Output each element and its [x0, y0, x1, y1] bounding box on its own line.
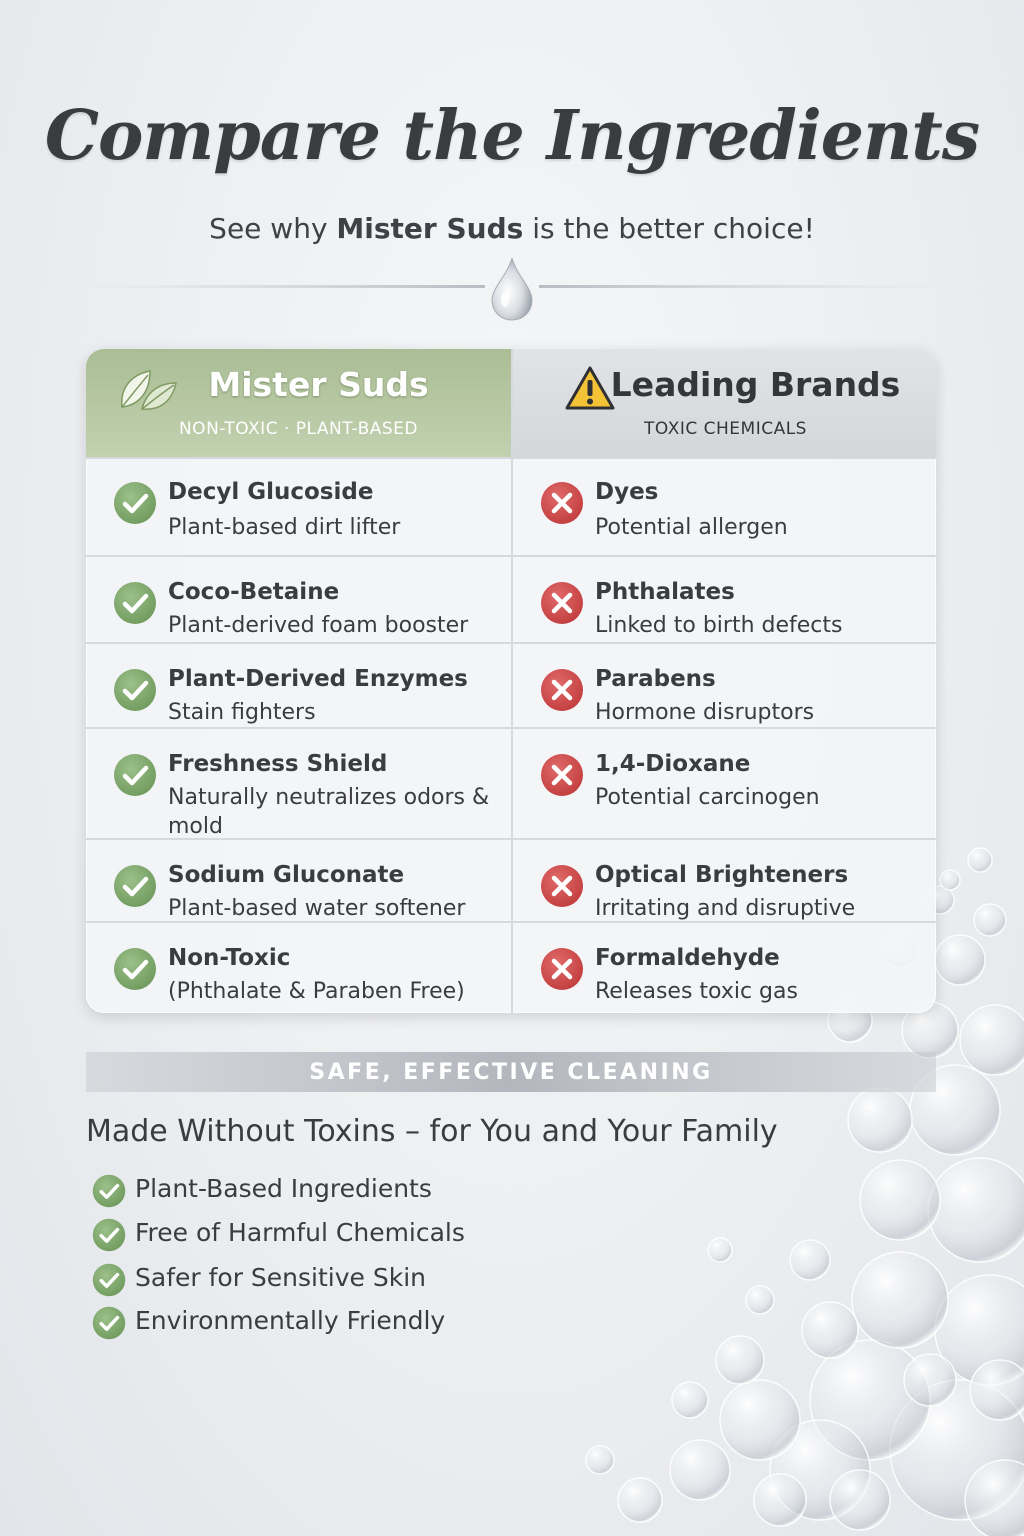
bubble	[860, 1160, 940, 1240]
ingredient-name: Plant-Derived Enzymes	[168, 666, 468, 692]
benefit-label: Environmentally Friendly	[135, 1306, 446, 1335]
benefit-label: Free of Harmful Chemicals	[135, 1218, 465, 1247]
ingredient-description: (Phthalate & Paraben Free)	[168, 979, 465, 1004]
chemical-description: Hormone disruptors	[595, 700, 815, 725]
chemical-row	[513, 727, 936, 838]
ingredient-description: Plant-based dirt lifter	[168, 515, 401, 540]
check-icon	[92, 1174, 126, 1208]
check-icon	[92, 1306, 126, 1340]
ingredient-name: Sodium Gluconate	[168, 862, 405, 888]
leading-brands-header	[513, 349, 936, 457]
check-icon	[113, 581, 157, 625]
chemical-description: Potential carcinogen	[595, 785, 820, 810]
bubble	[960, 1005, 1024, 1075]
ingredient-name: Coco-Betaine	[168, 579, 340, 605]
cross-icon	[540, 864, 584, 908]
benefit-item	[92, 1261, 612, 1295]
chemical-description: Releases toxic gas	[595, 979, 798, 1004]
ingredient-row	[86, 727, 511, 838]
comparison-table	[86, 349, 936, 1013]
cross-icon	[540, 581, 584, 625]
chemical-row	[513, 457, 936, 555]
bubble	[935, 935, 985, 985]
benefit-item	[92, 1172, 612, 1206]
bubble	[890, 1380, 1024, 1520]
check-icon	[113, 481, 157, 525]
leading-brands-subtitle: TOXIC CHEMICALS	[644, 419, 807, 439]
bubble	[720, 1380, 800, 1460]
ingredient-row	[86, 457, 511, 555]
chemical-name: Optical Brighteners	[595, 862, 849, 888]
bubble	[904, 1354, 956, 1406]
check-icon	[92, 1263, 126, 1297]
bubble	[754, 1474, 806, 1526]
check-icon	[113, 753, 157, 797]
chemical-name: Parabens	[595, 666, 716, 692]
ingredient-description: Stain fighters	[168, 700, 316, 725]
bubble	[810, 1340, 930, 1460]
page-title: Compare the Ingredients	[44, 96, 980, 176]
chemical-row	[513, 642, 936, 727]
cross-icon	[540, 947, 584, 991]
ingredient-name: Decyl Glucoside	[168, 479, 374, 505]
check-icon	[113, 864, 157, 908]
benefit-label: Plant-Based Ingredients	[135, 1174, 432, 1203]
ingredient-description: Plant-derived foam booster	[168, 613, 469, 638]
ingredient-description: Plant-based water softener	[168, 896, 466, 921]
bubble	[790, 1240, 830, 1280]
cross-icon	[540, 481, 584, 525]
mister-suds-subtitle: NON-TOXIC · PLANT-BASED	[178, 419, 419, 439]
bubble	[716, 1336, 764, 1384]
bubble	[974, 904, 1006, 936]
chemical-row	[513, 838, 936, 921]
benefit-label: Safer for Sensitive Skin	[135, 1263, 426, 1292]
safe-cleaning-banner: SAFE, EFFECTIVE CLEANING	[86, 1052, 936, 1092]
chemical-name: Formaldehyde	[595, 945, 780, 971]
bubble	[802, 1302, 858, 1358]
bubble	[586, 1446, 614, 1474]
benefit-item	[92, 1304, 612, 1338]
bubble	[968, 848, 992, 872]
chemical-description: Irritating and disruptive	[595, 896, 856, 921]
cross-icon	[540, 753, 584, 797]
bubble	[940, 870, 960, 890]
check-icon	[113, 947, 157, 991]
bubble	[672, 1382, 708, 1418]
chemical-name: Dyes	[595, 479, 659, 505]
chemical-description: Potential allergen	[595, 515, 788, 540]
bubble	[708, 1238, 732, 1262]
bubble	[852, 1252, 948, 1348]
bubble	[830, 1470, 890, 1530]
mister-suds-header	[86, 349, 511, 457]
water-drop-divider	[80, 258, 944, 322]
ingredient-name: Freshness Shield	[168, 751, 388, 777]
leading-brands-column	[511, 349, 936, 1013]
page-subtitle: See why Mister Suds is the better choice!	[209, 212, 815, 245]
bubble	[746, 1286, 774, 1314]
bubble	[935, 1275, 1024, 1385]
chemical-description: Linked to birth defects	[595, 613, 843, 638]
chemical-name: Phthalates	[595, 579, 735, 605]
bubble	[970, 1360, 1024, 1420]
bubble	[770, 1420, 870, 1520]
ingredient-row	[86, 921, 511, 1013]
brand-name: Mister Suds	[336, 212, 524, 245]
ingredient-name: Non-Toxic	[168, 945, 291, 971]
check-icon	[92, 1218, 126, 1252]
benefit-item	[92, 1216, 612, 1250]
chemical-row	[513, 921, 936, 1013]
ingredient-description: Naturally neutralizes odors & mold	[168, 785, 490, 839]
mister-suds-title: Mister Suds	[208, 365, 429, 404]
check-icon	[113, 668, 157, 712]
leading-brands-title: Leading Brands	[610, 365, 901, 404]
cross-icon	[540, 668, 584, 712]
ingredient-row	[86, 555, 511, 642]
bubble	[848, 1088, 912, 1152]
bubble	[618, 1478, 662, 1522]
tagline: Made Without Toxins – for You and Your Family	[86, 1114, 778, 1149]
bubble	[965, 1460, 1024, 1536]
bubble	[670, 1440, 730, 1500]
mister-suds-column	[86, 349, 511, 1013]
chemical-row	[513, 555, 936, 642]
ingredient-row	[86, 642, 511, 727]
bubble	[928, 1158, 1024, 1262]
ingredient-row	[86, 838, 511, 921]
chemical-name: 1,4-Dioxane	[595, 751, 751, 777]
